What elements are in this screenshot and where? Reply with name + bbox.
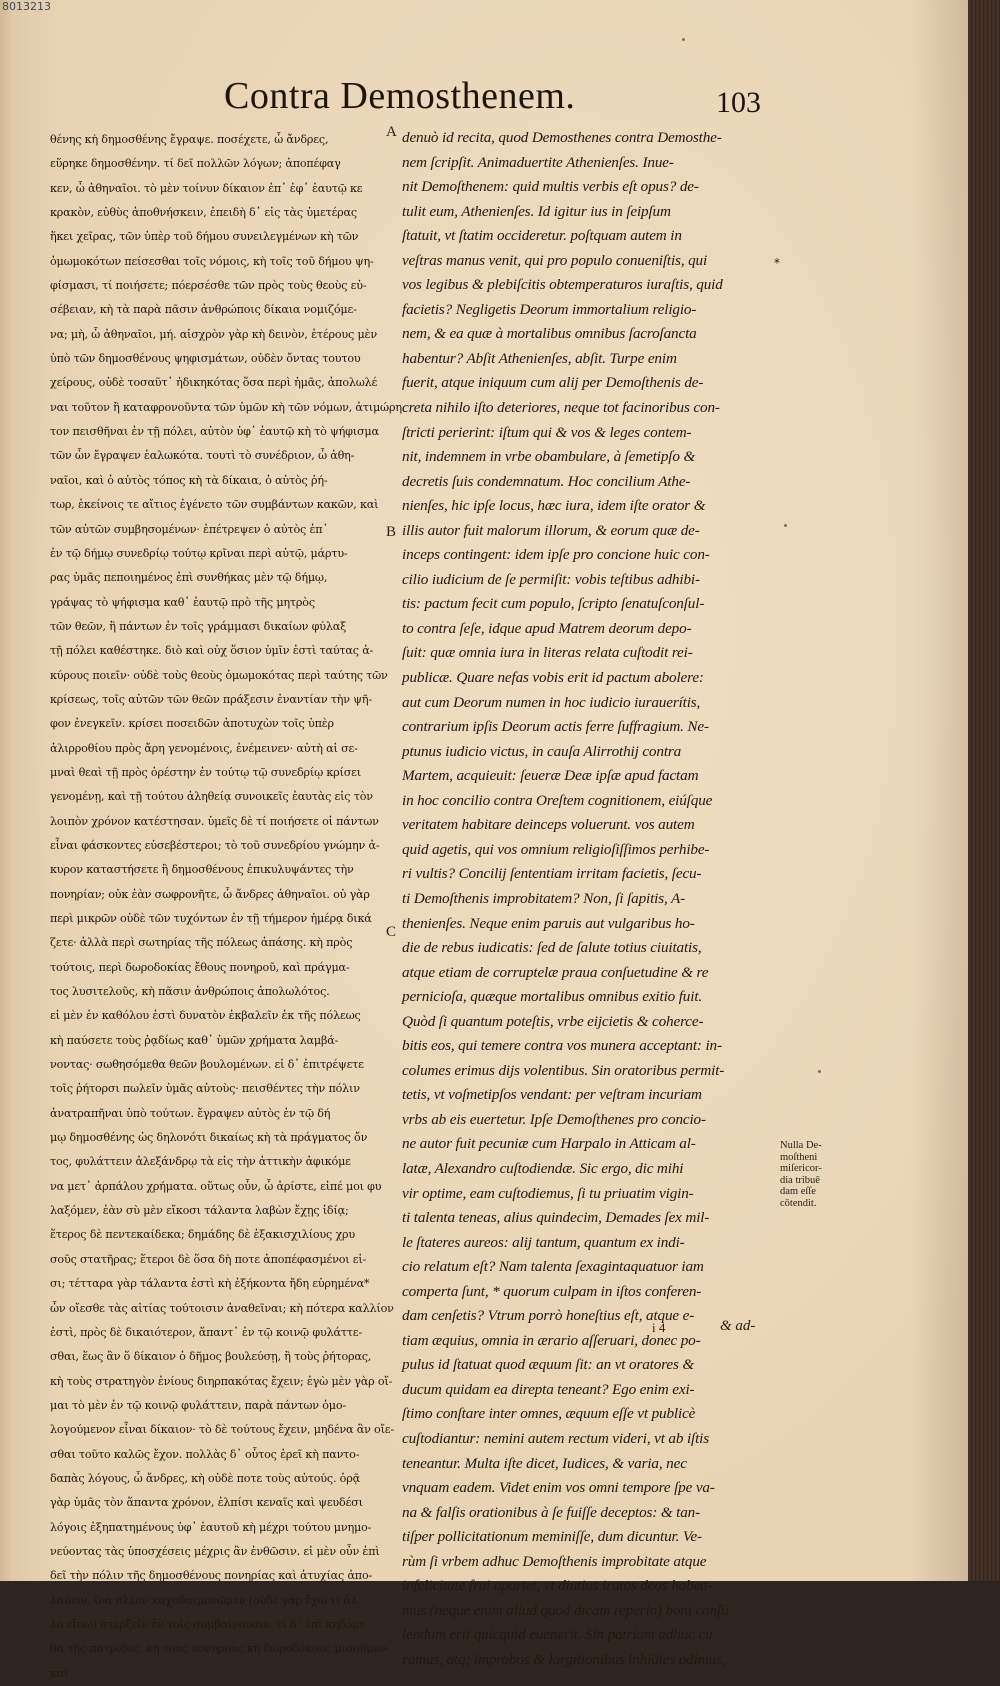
latin-text-line: lendum erit quicquid euenerit. Sin patriam adhuc cu [402, 1626, 713, 1644]
latin-text-line: creta nihilo iſto deteriores, neque tot facinoribus con- [402, 399, 720, 417]
latin-text-line: cilio iudicium de ſe permiſit: vobis teſtibus adhibi- [402, 570, 700, 588]
shelfmark: 8013213 [2, 0, 51, 13]
latin-text-line: tis: pactum fecit cum populo, ſcripto ſenatuſconſul- [402, 595, 705, 613]
greek-text-line: σθαι, ἕως ἂν ὅ δίκαιον ὁ δῆμος βουλεύσῃ, ἢ τοὺς ῥήτορας, [50, 1350, 372, 1364]
greek-text-line: ἥκει χεῖρας, τῶν ὑπὲρ τοῦ δήμου συνειλεγμένων κὴ τῶν [50, 230, 359, 244]
latin-text-line: ptunus iudicio victus, in cauſa Alirrothij contra [402, 742, 682, 760]
greek-text-line: λόγοις ἐξηπατημένους ὑφ᾽ ἑαυτοῦ κὴ μέχρι τούτου μνημο- [50, 1520, 372, 1534]
latin-text-line: nit Demoſthenem: quid multis verbis eſt opus? de- [402, 178, 699, 196]
latin-text-line: nem ſcripſit. Animaduertite Athenienſes. Inue- [402, 153, 674, 171]
book-edge [968, 0, 1000, 1581]
latin-text-line: ti Demoſthenis improbitatem? Non, ſi ſapitis, A- [402, 889, 686, 907]
greek-text-line: λαξόμεν, ἐὰν σὺ μὲν εἴκοσι τάλαντα λαβὼν ἔχῃς ἰδίᾳ; [50, 1204, 349, 1218]
greek-text-line: σθαι τοῦτο καλῶς ἔχον. πολλὰς δ᾽ οὗτος ἐρεῖ κὴ παντο- [50, 1447, 360, 1461]
greek-text-line: γὰρ ὑμᾶς τὸν ἅπαντα χρόνον, ἐλπίσι κεναῖς καὶ ψευδέσι [50, 1496, 363, 1510]
greek-text-line: θα τῆς πατρίδος, κὴ τοὺς πονηροὺς κὴ δωροδόκους μισοῦμεν· [50, 1642, 389, 1656]
greek-text-line: κυρον καταστήσετε ἢ δημοσθένους ἐπικυλυψάντες τὴν [50, 863, 354, 877]
greek-text-line: φον ἐνεγκεῖν. κρίσει ποσειδῶν ἀποτυχὼν τοῖς ὑπὲρ [50, 717, 334, 731]
latin-text-line: tetis, vt voſmetipſos vendant: per veſtram incuriam [402, 1086, 702, 1104]
latin-text-line: ne autor fuit pecuniæ cum Harpalo in Atticam al- [402, 1135, 696, 1153]
latin-text-line: ducum quidam ea direpta teneant? Ego enim exi- [402, 1380, 695, 1398]
greek-text-line: δαπὰς λόγους, ὦ ἄνδρες, κὴ οὐδὲ ποτε τοὺς αὐτούς. ὁρᾷ [50, 1471, 360, 1485]
latin-text-line: to contra ſeſe, idque apud Matrem deorum depo- [402, 619, 692, 637]
greek-text-line: ἕτερος δὲ πεντεκαίδεκα; δημάδης δὲ ἑξακισχιλίους χρυ [50, 1228, 356, 1242]
latin-text-line: tulit eum, Athenienſes. Id igitur ius in ſeipſum [402, 202, 671, 220]
greek-text-line: πονηρίαν; οὐκ ἐὰν σωφρονῆτε, ὦ ἄνδρες ἀθηναῖοι. οὐ γὰρ [50, 887, 370, 901]
greek-text-line: καὶ [50, 1666, 69, 1680]
section-marker-c: C [386, 924, 397, 940]
greek-text-line: τῶν ὧν ἔγραψεν ἑαλωκότα. τουτὶ τὸ συνέδριον, ὦ ἀθη- [50, 449, 355, 463]
latin-text-line: rùm ſi vrbem adhuc Demoſthenis improbitate atque [402, 1552, 707, 1570]
greek-text-line: να μετ᾽ ἁρπάλου χρήματα. οὕτως οὖν, ὦ ἀρίστε, εἰπέ μοι φυ [50, 1179, 382, 1193]
greek-text-line: κὴ τοὺς στρατηγὸν ἐνίους διηρπακότας ἔχειν; ἐγὼ μὲν γὰρ οἴ- [50, 1374, 393, 1388]
greek-text-line: κεν, ὦ ἀθηναῖοι. τὸ μὲν τοίνυν δίκαιον ἐπ᾽ ἐφ᾽ ἑαυτῷ κε [50, 181, 363, 195]
greek-text-line: κρίσεως, τοῖς αὐτῶν τῶν θεῶν πράξεσιν ἐναντίαν τὴν ψῆ- [50, 692, 372, 706]
greek-text-line: εἰ μὲν ἐν καθόλου ἐστὶ δυνατὸν ἐκβαλεῖν ἐκ τῆς πόλεως [50, 1009, 361, 1023]
latin-text-line: ſtricti perierint: iſtum qui & vos & leges contem- [402, 423, 692, 441]
greek-text-line: ζετε· ἀλλὰ περὶ σωτηρίας τῆς πόλεως ἁπάσης. κὴ πρὸς [50, 936, 353, 950]
greek-text-line: ὧν οἴεσθε τὰς αἰτίας τούτοισιν ἀναθεῖναι; κὴ πότερα καλλίον [50, 1301, 394, 1315]
greek-text-line: χείρους, οὐδὲ τοσαῦτ᾽ ἠδικηκότας ὅσα περὶ ἡμᾶς, ἀπολωλέ [50, 376, 378, 390]
section-marker-b: B [386, 524, 397, 540]
greek-text-line: λο εἴπω) στερξεῖν ἐν τοῖς συμβαίνουσιν. εἰ δ᾽ ἐπὶ κηδόμε [50, 1617, 365, 1631]
latin-text-line: ti talenta teneas, alius quindecim, Demades ſex mil- [402, 1209, 710, 1227]
greek-text-line: κὴ παύσετε τοὺς ῥᾳδίως καθ᾽ ὑμῶν χρήματα λαμβά- [50, 1033, 339, 1047]
greek-text-line: σι; τέτταρα γὰρ τάλαντα ἐστὶ κὴ ἑξήκοντα ἤδη εὑρημένα* [50, 1277, 370, 1291]
greek-text-line: δεῖ τὴν πόλιν τῆς δημοσθένους πονηρίας καὶ ἀτυχίας ἀπο- [50, 1569, 373, 1583]
greek-text-line: σέβειαν, κὴ τὰ παρὰ πᾶσιν ἀνθρώποις δίκαια νομιζόμε- [50, 303, 357, 317]
margin-note-line: dam eſſe [780, 1186, 816, 1197]
latin-text-line: pernicioſa, quæque mortalibus omnibus exitio fuit. [402, 988, 703, 1006]
latin-text-line: teneantur. Multa iſte dicet, Iudices, & varia, nec [402, 1454, 687, 1472]
greek-text-line: κύρους ποιεῖν· οὐδὲ τοὺς θεοὺς ὀμωμοκότας περὶ ταύτης τῶν [50, 668, 388, 682]
greek-text-line: ὑπὸ τῶν δημοσθένους ψηφισμάτων, οὐδὲν ὄντας τουτου [50, 352, 361, 366]
greek-text-line: γενομένῃ, καὶ τῇ τούτου ἀληθείᾳ συνοικεῖς ἑαυτὰς εἰς τὸν [50, 790, 373, 804]
latin-text-line: le ſtateres aureos: alij tantum, quantum ex indi- [402, 1233, 685, 1251]
greek-text-line: ἐστὶ, πρὸς δὲ δικαιότερον, ἅπαντ᾽ ἐν τῷ κοινῷ φυλάττε- [50, 1325, 362, 1339]
latin-text-line: ri vultis? Concilij ſententiam irritam facietis, ſecu- [402, 865, 702, 883]
paper-speck [784, 524, 787, 527]
latin-text-line: veritatem habitare deinceps voluerunt. vos autem [402, 816, 695, 834]
margin-note-line: miſericor- [780, 1163, 822, 1174]
greek-text-line: εἶναι φάσκοντες εὐσεβέστεροι; τὸ τοῦ συνεδρίου γνώμην ἀ- [50, 838, 380, 852]
latin-text-line: pulus id ſtatuat quod æquum ſit: an vt oratores & [402, 1356, 695, 1374]
greek-text-line: να; μὴ, ὦ ἀθηναῖοι, μή. αἰσχρὸν γὰρ κὴ δεινὸν, ἑτέρους μὲν [50, 327, 377, 341]
greek-text-line: τον πεισθῆναι ἐν τῇ πόλει, αὐτὸν ὑφ᾽ ἑαυτῷ κὴ τὸ ψήφισμα [50, 425, 379, 439]
latin-text-line: illis autor fuit malorum illorum, & eorum quæ de- [402, 521, 700, 539]
margin-note-line: cōtendit. [780, 1197, 817, 1209]
latin-text-line: latæ, Alexandro cuſtodiendæ. Sic ergo, dic mihi [402, 1159, 684, 1177]
greek-text-line: εὕρηκε δημοσθένην. τί δεῖ πολλῶν λόγων; ἀποπέφαγ [50, 157, 341, 171]
greek-text-line: τῶν αὐτῶν συμβησομένων· ἐπέτρεψεν ὁ αὐτὸς ἐπ᾽ [50, 522, 328, 536]
latin-text-line: ſtimo conſtare inter omnes, æquum eſſe vt publicè [402, 1405, 696, 1423]
latin-text-line: atque etiam de corruptelæ praua conſuetudine & re [402, 963, 709, 981]
facing-page-edge [0, 0, 14, 1581]
latin-text-line: Quòd ſi quantum poteſtis, vrbe eijcietis & coherce- [402, 1012, 704, 1030]
section-marker-a: A [386, 124, 397, 140]
latin-text-line: nienſes, hic ipſe locus, hæc iura, idem iſte orator & [402, 497, 706, 515]
latin-text-line: mus (neque enim aliud quod dicam reperio) boni conſu [402, 1601, 729, 1619]
latin-text-line: vnquam eadem. Videt enim vos omni tempore ſpe va- [402, 1479, 715, 1497]
latin-text-line: decretis ſuis condemnatum. Hoc concilium Athe- [402, 472, 691, 490]
latin-text-line: na & falſis orationibus à ſe fuiſſe deceptos: & tan- [402, 1503, 701, 1521]
greek-text-line: τος λυσιτελοῦς, κὴ πᾶσιν ἀνθρώποις ἀπολωλότος. [50, 985, 330, 999]
latin-text-line: fuerit, atque iniquum cum alij per Demoſthenis de- [402, 374, 704, 392]
latin-text-line: ramus, atq; improbos & largitionibus inhiātes odimus, [402, 1650, 726, 1668]
latin-text-line: ſuit: quæ omnia iura in literas relata cuſtodit rei- [402, 644, 693, 662]
greek-text-line: ἐν τῷ δήμῳ συνεδρίῳ τούτῳ κρῖναι περὶ αὐτῷ, μάρτυ- [50, 546, 348, 560]
latin-text-line: denuò id recita, quod Demosthenes contra Demosthe- [402, 129, 722, 146]
latin-text-line: veſtras manus venit, qui pro populo conueniſtis, qui [402, 251, 708, 269]
greek-text-line: φίσμασι, τί ποιήσετε; πόερσέσθε τῶν πρὸς τοὺς θεοὺς εὐ- [50, 279, 367, 293]
greek-text-line: νοντας· σωθησόμεθα θεῶν βουλομένων. εἰ δ᾽ ἐπιτρέψετε [50, 1058, 364, 1072]
latin-text-line: dam cenſetis? Vtrum porrò honeſtius eſt, atque e- [402, 1307, 695, 1325]
greek-text-line: ναῖοι, καὶ ὁ αὐτὸς τόπος κὴ τὰ δίκαια, ὁ αὐτὸς ῥή- [50, 473, 328, 487]
latin-text-line: contrarium ipſis Deorum actis ferre ſuffragium. Ne- [402, 718, 709, 736]
latin-text-line: infelicitate frui oportet, vt diutius iratos deos habea- [402, 1577, 713, 1595]
margin-note-line: dia tribuē [780, 1174, 820, 1186]
latin-text-line: cuſtodiantur: nemini autem rectum videri, vt ab iſtis [402, 1429, 709, 1447]
latin-text-column [402, 126, 774, 1672]
greek-text-line: λογούμενον εἶναι δίκαιον· τὸ δὲ τούτους ἔχειν, μηδένα ἂν οἴε- [50, 1423, 394, 1437]
latin-text-line: vos legibus & plebiſcitis obtemperaturos iuraſtis, quid [402, 276, 723, 294]
latin-text-line: nit, indemnem in vrbe obambulare, à ſemetipſo & [402, 448, 696, 466]
latin-text-line: publicæ. Quare nefas vobis erit id pactum abolere: [402, 669, 704, 687]
greek-text-line: θένης κὴ δημοσθένης ἔγραψε. ποσέχετε, ὦ ἄνδρες, [50, 133, 329, 146]
greek-text-line: τος, φυλάττειν ἀλεξάνδρῳ τὰ εἰς τὴν ἀττικὴν ἀφικόμε [50, 1155, 351, 1169]
greek-text-line: λαύειν, ἵνα πλέον καχοδαιμονῶμεν (οὐδὲ γὰρ ἔχω τί ἄλ [50, 1593, 358, 1607]
greek-text-line: ὁμωμοκότων πείσεσθαι τοῖς νόμοις, κὴ τοῖς τοῦ δήμου ψη- [50, 254, 374, 268]
greek-text-line: μναὶ θεαὶ τῇ πρὸς ὀρέστην ἐν τούτῳ τῷ συνεδρίῳ κρίσει [50, 765, 361, 779]
greek-text-line: μῳ δημοσθένης ὡς δηλονότι δικαίως κὴ τὰ πράγματος ὄν [50, 1131, 368, 1145]
latin-text-line: tiſper pollicitationum meminiſſe, dum dicuntur. Ve- [402, 1528, 702, 1546]
greek-text-line: περὶ μικρῶν οὐδὲ τῶν τυχόντων ἐν τῇ τήμερον ἡμέρᾳ δικά [50, 912, 372, 925]
latin-text-line: vir optime, eam cuſtodiemus, ſi tu priuatim vigin- [402, 1184, 694, 1202]
latin-text-line: comperta ſunt, * quorum culpam in iſtos conferen- [402, 1282, 702, 1300]
catchword: & ad- [720, 1318, 756, 1334]
greek-text-line: ἀνατραπῆναι ὑπὸ τούτων. ἔγραψεν αὐτὸς ἐν τῷ δή [50, 1106, 331, 1120]
latin-text-line: inceps contingent: idem ipſe pro concione huic con- [402, 546, 710, 564]
paper-speck [818, 1070, 821, 1073]
latin-text-line: facietis? Negligetis Deorum immortalium religio- [402, 300, 697, 318]
greek-text-column [50, 128, 402, 1686]
latin-text-line: nem, & ea quæ à mortalibus omnibus ſacroſancta [402, 325, 697, 343]
latin-text-line: aut cum Deorum numen in hoc iudicio iurauerítis, [402, 693, 701, 711]
margin-note [780, 1140, 822, 1209]
greek-text-line: τῶν θεῶν, ἣ πάντων ἐν τοῖς γράμμασι δικαίων φύλαξ [50, 619, 347, 633]
latin-text-line: vrbs ab eis euertetur. Ipſe Demoſthenes pro concio- [402, 1110, 706, 1128]
margin-note-line: moſtheni [780, 1151, 818, 1163]
greek-text-line: τούτοις, περὶ δωροδοκίας ἔθους πονηροῦ, καὶ πράγμα- [50, 960, 350, 974]
page-number: 103 [716, 86, 761, 119]
greek-text-line: λοιπὸν χρόνον κατέστησαν. ὑμεῖς δὲ τί ποιήσετε οἱ πάντων [50, 814, 379, 828]
latin-text-line: quid agetis, qui vos omnium religioſiſſimos perhibe- [402, 840, 710, 858]
latin-text-line: die de rebus iudicatis: ſed de ſalute totius ciuitatis, [402, 939, 702, 957]
latin-text-line: ſtatuit, vt ſtatim occideretur. poſtquam autem in [402, 227, 682, 245]
greek-text-line: τῇ πόλει καθέστηκε. διὸ καὶ οὐχ ὅσιον ὑμῖν ἐστὶ ταύτας ἀ- [50, 644, 374, 658]
greek-text-line: τωρ, ἐκείνοις τε αἴτιος ἐγένετο τῶν συμβάντων κακῶν, καὶ [50, 498, 379, 512]
latin-text-line: Martem, acquieuit: ſeueræ Deæ ipſæ apud factam [402, 767, 699, 785]
greek-text-line: μαι τὸ μὲν ἐν τῷ κοινῷ φυλάττειν, παρὰ πάντων ὁμο- [50, 1398, 346, 1412]
greek-text-line: ρας ὑμᾶς πεποιημένος ἐπὶ συνθήκας μὲν τῷ δήμῳ, [50, 571, 328, 585]
latin-text-line: habentur? Abſit Athenienſes, abſit. Turpe enim [402, 349, 677, 367]
latin-text-line: columes erimus dijs volentibus. Sin oratoribus permit- [402, 1061, 725, 1079]
latin-text-line: cio relatum eſt? Nam talenta ſexagintaquatuor iam [402, 1258, 704, 1276]
greek-text-line: τοῖς ῥήτορσι πωλεῖν ὑμᾶς αὐτοὺς· πεισθέντες τὴν πόλιν [50, 1082, 360, 1096]
greek-text-line: νεύοντας τὰς ὑποσχέσεις μέχρις ἂν ἐνθῶσιν. εἰ μὲν οὖν ἐπὶ [50, 1544, 380, 1558]
margin-note-line: Nulla De- [780, 1140, 822, 1151]
latin-text-line: bitis eos, qui temere contra vos munera acceptant: in- [402, 1037, 722, 1055]
greek-text-line: σοῦς στατῆρας; ἕτεροι δὲ ὅσα δὴ ποτε ἀποπέφασμένοι εἰ- [50, 1252, 367, 1266]
greek-text-line: ναι τοῦτον ἢ καταφρονοῦντα τῶν ὑμῶν κὴ τῶν νόμων, ἀτιμώρη [50, 400, 402, 414]
greek-text-line: κρακὸν, εὐθὺς ἀποθνήσκειν, ἐπειδὴ δ᾽ εἰς τὰς ὑμετέρας [50, 206, 357, 220]
latin-text-line: tiam æquius, omnia in ærario aſſeruari, donec po- [402, 1331, 701, 1349]
latin-text-line: thenienſes. Neque enim paruis aut vulgaribus ho- [402, 914, 695, 932]
signature-mark: i 4 [652, 1320, 666, 1335]
running-title: Contra Demosthenem. [224, 75, 576, 117]
paper-speck [682, 38, 685, 41]
greek-text-line: ἁλιρροθίου πρὸς ἄρη γενομένοις, ἐνέμεινεν· αὐτὴ αἱ σε- [50, 741, 358, 755]
latin-text-line: in hoc concilio contra Oreſtem cognitionem, eiúſque [402, 791, 713, 809]
marginal-asterisk: * [774, 256, 780, 270]
greek-text-line: γράψας τὸ ψήφισμα καθ᾽ ἑαυτῷ πρὸ τῆς μητρὸς [50, 595, 315, 609]
